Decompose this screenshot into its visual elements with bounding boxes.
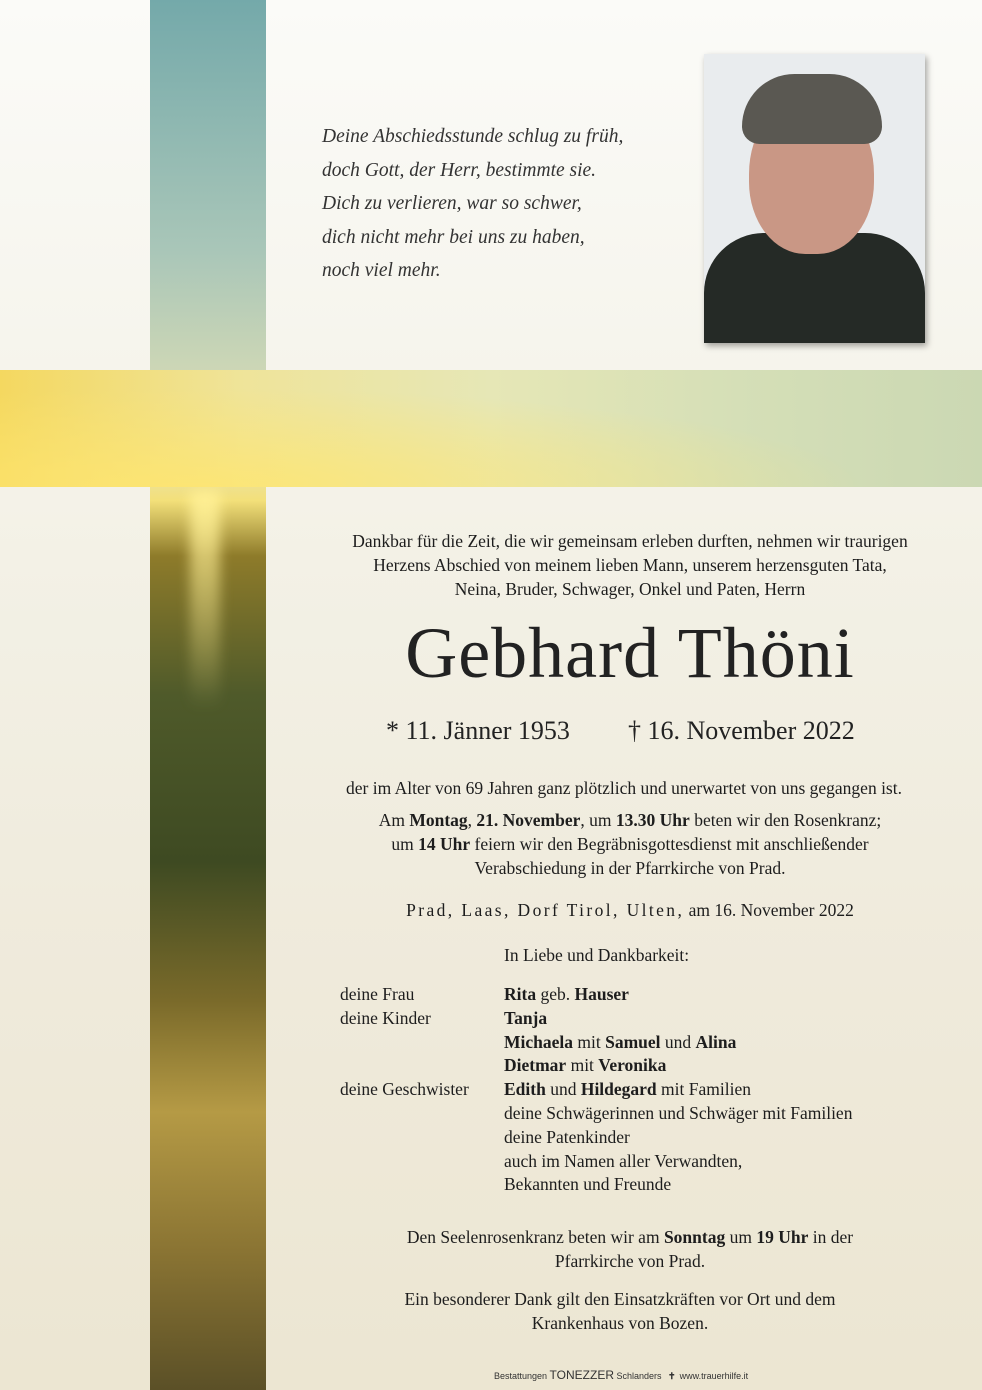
service-line <box>290 832 970 856</box>
footer-post: Schlanders <box>614 1371 662 1381</box>
text-segment: 19 Uhr <box>756 1227 809 1247</box>
logo-icon: ✝ <box>668 1371 676 1381</box>
family-names <box>504 1150 742 1174</box>
relation <box>340 1150 504 1174</box>
relation <box>340 1173 504 1197</box>
intro-line: Herzens Abschied von meinem lieben Mann, unserem herzensguten Tata, <box>373 555 887 575</box>
text-segment: 14 Uhr <box>418 834 471 854</box>
birth-date: * 11. Jänner 1953 <box>386 716 570 745</box>
text-segment: 21. November <box>476 810 581 830</box>
family-list <box>340 983 852 1197</box>
service-line <box>290 856 970 880</box>
service-info <box>290 808 970 880</box>
family-names <box>504 1007 547 1031</box>
rosary-line <box>290 1225 970 1249</box>
thanks-line: Ein besonderer Dank gilt den Einsatzkräften vor Ort und dem <box>404 1289 836 1309</box>
thanks <box>280 1287 960 1335</box>
text-segment: und <box>660 1031 696 1052</box>
family-names <box>504 1102 852 1126</box>
text-segment: um <box>391 834 419 854</box>
text-segment: Tanja <box>504 1007 548 1028</box>
family-row <box>340 1031 852 1055</box>
rosary-info <box>290 1225 970 1273</box>
portrait-photo <box>704 54 925 343</box>
family-row <box>340 1150 852 1174</box>
text-segment: auch im Namen aller Verwandten, <box>504 1150 743 1171</box>
family-names <box>504 983 629 1007</box>
funeral-home-footer <box>494 1368 748 1382</box>
text-segment: in der <box>808 1227 854 1247</box>
poem-line: doch Gott, der Herr, bestimmte sie. <box>322 159 597 181</box>
service-line <box>290 808 970 832</box>
intro-line: Neina, Bruder, Schwager, Onkel und Paten, Herrn <box>454 579 806 599</box>
text-segment: , <box>467 810 477 830</box>
text-segment: und <box>545 1079 581 1100</box>
text-segment: mit Familien <box>656 1079 751 1100</box>
text-segment: Veronika <box>598 1055 667 1076</box>
text-segment: Michaela <box>504 1031 574 1052</box>
family-row <box>340 1126 852 1150</box>
family-row <box>340 1078 852 1102</box>
relation: deine Kinder <box>340 1007 431 1028</box>
text-segment: Samuel <box>605 1031 661 1052</box>
text-segment: um <box>725 1227 757 1247</box>
death-date: † 16. November 2022 <box>628 716 855 745</box>
text-segment: Rita <box>504 984 537 1004</box>
text-segment: , um <box>580 810 616 830</box>
text-segment: Alina <box>695 1031 737 1052</box>
text-segment: Bekannten und Freunde <box>504 1174 672 1195</box>
text-segment: Pfarrkirche von Prad. <box>554 1251 706 1271</box>
text-segment: Hauser <box>574 984 629 1004</box>
family-names <box>504 1126 630 1150</box>
footer-url[interactable]: www.trauerhilfe.it <box>679 1371 749 1381</box>
text-segment: Sonntag <box>663 1227 726 1247</box>
poem-line: Deine Abschiedsstunde schlug zu früh, <box>322 126 624 147</box>
text-segment: geb. <box>536 984 575 1004</box>
text-segment: Verabschiedung in der Pfarrkirche von Prad. <box>474 858 786 878</box>
family-names <box>504 1054 666 1078</box>
text-segment: feiern wir den Begräbnisgottesdienst mit anschließender <box>470 834 869 854</box>
footer-brand: TONEZZER <box>549 1368 614 1382</box>
relation <box>340 1126 504 1150</box>
cross-horizontal-bar <box>0 370 982 487</box>
relation <box>340 1031 504 1055</box>
age-line: der im Alter von 69 Jahren ganz plötzlich und unerwartet von uns gegangen ist. <box>346 778 902 798</box>
family-row <box>340 1054 852 1078</box>
footer-pre: Bestattungen <box>494 1371 550 1381</box>
text-segment: Den Seelenrosenkranz beten wir am <box>406 1227 664 1247</box>
poem-line: dich nicht mehr bei uns zu haben, <box>322 226 585 248</box>
text-segment: Dietmar <box>504 1055 567 1076</box>
family-row <box>340 1007 852 1031</box>
text-segment: Am <box>378 810 410 830</box>
place-date <box>290 898 970 922</box>
love-heading: In Liebe und Dankbarkeit: <box>504 945 690 965</box>
text-segment: deine Patenkinder <box>504 1126 630 1147</box>
relation: deine Frau <box>340 984 415 1004</box>
family-row <box>340 983 852 1007</box>
thanks-line: Krankenhaus von Bozen. <box>531 1313 709 1333</box>
family-names <box>504 1078 751 1102</box>
text-segment: 13.30 Uhr <box>615 810 690 830</box>
text-segment: mit <box>566 1055 599 1076</box>
text-segment: mit <box>573 1031 606 1052</box>
intro-text <box>290 529 970 601</box>
text-segment: beten wir den Rosenkranz; <box>689 810 882 830</box>
intro-line: Dankbar für die Zeit, die wir gemeinsam erleben durften, nehmen wir traurigen <box>352 531 908 551</box>
rosary-line <box>290 1249 970 1273</box>
family-names <box>504 1031 736 1055</box>
family-row <box>340 1102 852 1126</box>
poem-line: noch viel mehr. <box>322 260 441 281</box>
text-segment: Edith <box>504 1079 546 1100</box>
deceased-name: Gebhard Thöni <box>405 613 855 693</box>
cross-vertical-bar <box>150 0 266 1390</box>
text-segment: deine Schwägerinnen und Schwäger mit Familien <box>504 1102 853 1123</box>
date: am 16. November 2022 <box>684 900 854 920</box>
text-segment: Montag <box>409 810 468 830</box>
family-names <box>504 1173 671 1197</box>
poem <box>322 120 623 288</box>
places: Prad, Laas, Dorf Tirol, Ulten, <box>406 900 685 920</box>
text-segment: Hildegard <box>580 1079 657 1100</box>
poem-line: Dich zu verlieren, war so schwer, <box>322 193 582 214</box>
relation: deine Geschwister <box>340 1079 469 1100</box>
family-row <box>340 1173 852 1197</box>
relation <box>340 1102 504 1126</box>
relation <box>340 1054 504 1078</box>
